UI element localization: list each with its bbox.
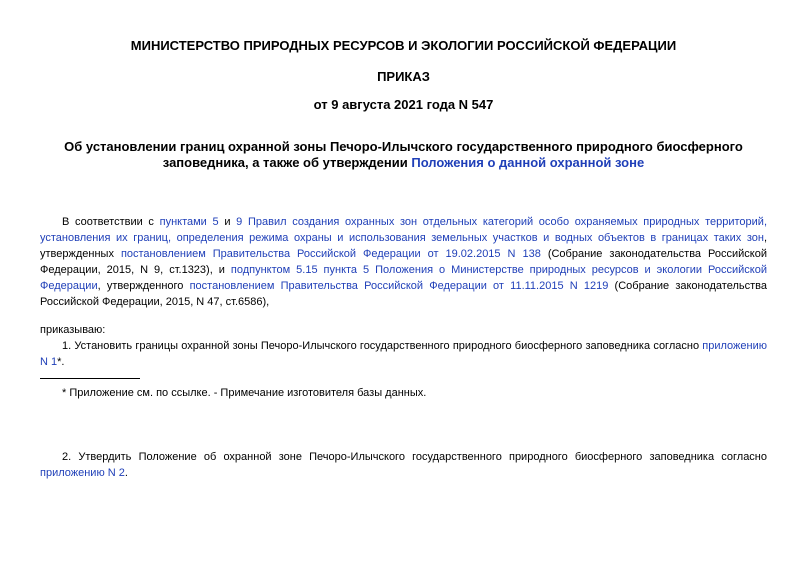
basis-text-5: , утвержденного: [97, 280, 190, 292]
order-date-number: от 9 августа 2021 года N 547: [313, 97, 494, 112]
footnote-text: * Приложение см. по ссылке. - Примечание изготовителя базы данных.: [62, 387, 427, 399]
basis-text-4: (Собрание законодательства Российской Федерации, 2015, N 9, ст.1323), и: [40, 248, 767, 276]
footnote-divider: [40, 378, 140, 379]
resolution-138-link[interactable]: постановлением Правительства Российской Федерации от 19.02.2015 N 138: [120, 248, 541, 260]
item-2-text: 2. Утвердить Положение об охранной зоне Печоро-Илычского государственного природного биосферного заповедника согласно: [62, 451, 767, 463]
order-title: [40, 139, 767, 171]
item-2-paragraph: [40, 449, 767, 481]
item-1-paragraph: [40, 338, 767, 370]
document-type-heading: ПРИКАЗ: [377, 69, 430, 84]
regulation-link[interactable]: Положения о данной охранной зоне: [411, 155, 645, 170]
item-1-tail: *.: [57, 356, 65, 368]
basis-text-2: и: [218, 216, 237, 228]
ministry-heading: МИНИСТЕРСТВО ПРИРОДНЫХ РЕСУРСОВ И ЭКОЛОГИИ РОССИЙСКОЙ ФЕДЕРАЦИИ: [130, 38, 677, 53]
order-word: приказываю:: [40, 324, 106, 336]
item-1-text: 1. Установить границы охранной зоны Печоро-Илычского государственного природного биосферного заповедника согласно: [62, 340, 703, 352]
item-2-tail: .: [124, 467, 128, 479]
subpoint-5-15-link[interactable]: подпунктом 5.15 пункта 5 Положения о Министерстве природных ресурсов и экологии Российской Федерации: [40, 264, 767, 292]
points-5-link[interactable]: пунктами 5: [159, 216, 219, 228]
footnote: [40, 385, 767, 401]
order-title-text: Об установлении границ охранной зоны Печоро-Илычского государственного природного биосферного заповедника, а также об утверждении: [64, 139, 743, 170]
basis-text-1: В соответствии с: [62, 216, 160, 228]
appendix-2-link[interactable]: приложению N 2: [40, 467, 125, 479]
appendix-1-link[interactable]: приложению N 1: [40, 340, 767, 368]
basis-text-3: , утвержденных: [40, 232, 767, 260]
legal-basis-paragraph: [40, 214, 767, 310]
basis-text-6: (Собрание законодательства Российской Федерации, 2015, N 47, ст.6586),: [40, 280, 767, 308]
resolution-1219-link[interactable]: постановлением Правительства Российской Федерации от 11.11.2015 N 1219: [189, 280, 609, 292]
rules-link[interactable]: 9 Правил создания охранных зон отдельных категорий особо охраняемых природных территорий, установления их границ, определения режима охраны и использования земельных участков и водных объектов в границах таких зон: [40, 216, 767, 244]
